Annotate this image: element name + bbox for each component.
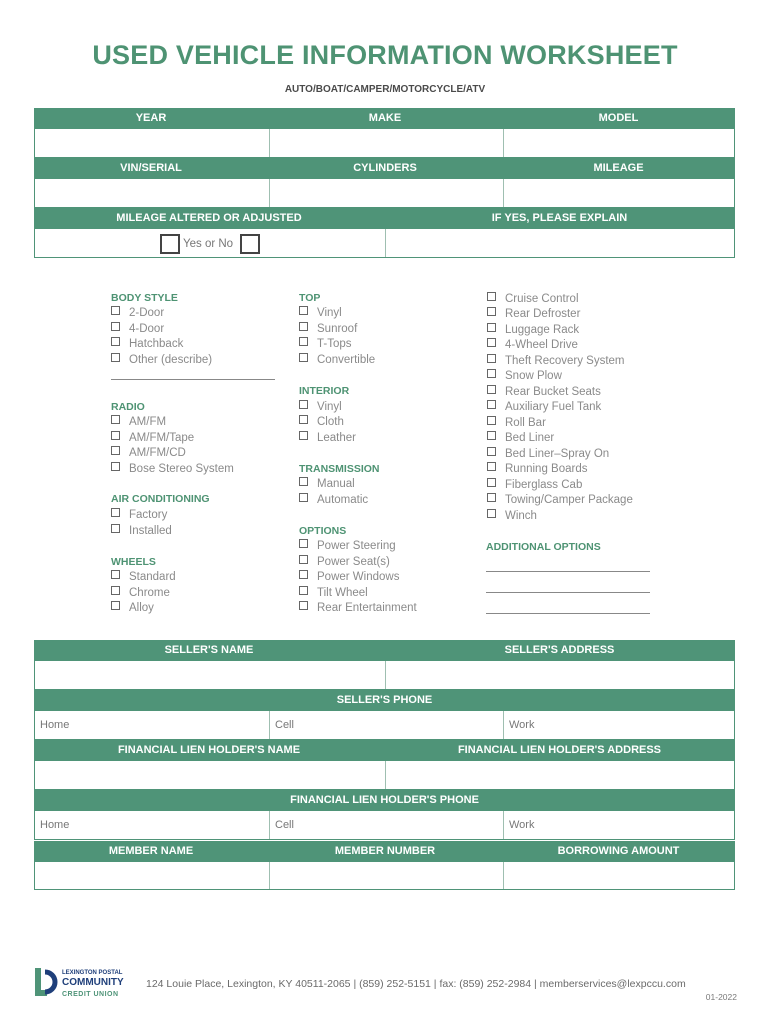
seller-cell-phone-field[interactable]	[269, 711, 503, 739]
home-label: Home	[40, 819, 70, 831]
option-ac-factory[interactable]: Factory	[111, 508, 167, 521]
option-roll-bar[interactable]: Roll Bar	[487, 416, 546, 429]
header-bar-mileage-altered	[34, 208, 735, 229]
option-rear-bucket-seats[interactable]: Rear Bucket Seats	[487, 385, 601, 398]
lien-address-header: FINANCIAL LIEN HOLDER'S ADDRESS	[457, 744, 662, 756]
work-label: Work	[509, 719, 535, 731]
lien-phone-row	[34, 811, 735, 840]
make-header: MAKE	[368, 112, 402, 124]
make-field[interactable]	[269, 129, 503, 157]
option-ac-installed[interactable]: Installed	[111, 524, 172, 537]
header-bar-vin	[34, 158, 735, 179]
seller-work-phone-field[interactable]	[503, 711, 736, 739]
option-wheels-chrome[interactable]: Chrome	[111, 586, 170, 599]
option-cruise-control[interactable]: Cruise Control	[487, 292, 579, 305]
option-am-fm-tape[interactable]: AM/FM/Tape	[111, 431, 194, 444]
option-am-fm-cd[interactable]: AM/FM/CD	[111, 446, 186, 459]
option-auxiliary-fuel-tank[interactable]: Auxiliary Fuel Tank	[487, 400, 601, 413]
member-row	[34, 862, 735, 890]
option-automatic[interactable]: Automatic	[299, 493, 368, 506]
lien-name-field[interactable]	[35, 761, 385, 789]
yes-checkbox[interactable]	[160, 234, 180, 254]
seller-address-field[interactable]	[385, 661, 736, 689]
header-bar-lien-phone	[34, 790, 735, 811]
model-field[interactable]	[503, 129, 736, 157]
header-bar-seller	[34, 640, 735, 661]
option-4-door[interactable]: 4-Door	[111, 322, 164, 335]
borrowing-amount-field[interactable]	[503, 862, 736, 889]
air-conditioning-title: AIR CONDITIONING	[111, 493, 210, 505]
option-4-wheel-drive[interactable]: 4-Wheel Drive	[487, 338, 578, 351]
seller-phone-header: SELLER'S PHONE	[336, 694, 433, 706]
seller-phone-row	[34, 711, 735, 740]
lien-cell-phone-field[interactable]	[269, 811, 503, 839]
footer-contact: 124 Louie Place, Lexington, KY 40511-2065 | (859) 252-5151 | fax: (859) 252-2984 | memberservices@lexpccu.com	[146, 978, 686, 990]
lien-work-phone-field[interactable]	[503, 811, 736, 839]
options-title: OPTIONS	[299, 525, 347, 537]
vin-header: VIN/SERIAL	[120, 162, 182, 174]
option-power-seats[interactable]: Power Seat(s)	[299, 555, 390, 568]
lien-address-field[interactable]	[385, 761, 736, 789]
borrowing-amount-header: BORROWING AMOUNT	[557, 845, 680, 857]
option-t-tops[interactable]: T-Tops	[299, 337, 352, 350]
vehicle-row-1	[34, 129, 735, 158]
seller-home-phone-field[interactable]	[35, 711, 269, 739]
additional-option-line-3[interactable]	[486, 613, 650, 614]
option-manual[interactable]: Manual	[299, 477, 355, 490]
body-style-title: BODY STYLE	[111, 292, 178, 304]
option-convertible[interactable]: Convertible	[299, 353, 375, 366]
option-rear-defroster[interactable]: Rear Defroster	[487, 307, 580, 320]
option-bose[interactable]: Bose Stereo System	[111, 462, 234, 475]
member-number-header: MEMBER NUMBER	[334, 845, 436, 857]
option-interior-vinyl[interactable]: Vinyl	[299, 400, 342, 413]
top-title: TOP	[299, 292, 321, 304]
option-wheels-alloy[interactable]: Alloy	[111, 601, 154, 614]
credit-union-logo-icon	[33, 966, 61, 1000]
vehicle-row-2	[34, 179, 735, 208]
option-power-steering[interactable]: Power Steering	[299, 539, 396, 552]
lien-name-header: FINANCIAL LIEN HOLDER'S NAME	[117, 744, 301, 756]
revision-date: 01-2022	[705, 992, 737, 1002]
work-label: Work	[509, 819, 535, 831]
option-2-door[interactable]: 2-Door	[111, 306, 164, 319]
logo-line-3: CREDIT UNION	[62, 991, 119, 998]
logo-line-1: LEXINGTON POSTAL	[62, 970, 123, 976]
other-describe-line[interactable]	[111, 379, 275, 380]
year-field[interactable]	[35, 129, 269, 157]
option-top-vinyl[interactable]: Vinyl	[299, 306, 342, 319]
mileage-altered-header: MILEAGE ALTERED OR ADJUSTED	[116, 212, 302, 224]
member-name-header: MEMBER NAME	[108, 845, 194, 857]
option-other-describe[interactable]: Other (describe)	[111, 353, 212, 366]
header-bar-lien	[34, 740, 735, 761]
option-leather[interactable]: Leather	[299, 431, 356, 444]
option-theft-recovery[interactable]: Theft Recovery System	[487, 354, 625, 367]
wheels-title: WHEELS	[111, 556, 156, 568]
no-checkbox[interactable]	[240, 234, 260, 254]
transmission-title: TRANSMISSION	[299, 463, 380, 475]
seller-address-header: SELLER'S ADDRESS	[504, 644, 615, 656]
option-snow-plow[interactable]: Snow Plow	[487, 369, 562, 382]
option-power-windows[interactable]: Power Windows	[299, 570, 399, 583]
lien-row	[34, 761, 735, 790]
option-running-boards[interactable]: Running Boards	[487, 462, 587, 475]
header-bar-vehicle	[34, 108, 735, 129]
cylinders-header: CYLINDERS	[353, 162, 417, 174]
option-towing-package[interactable]: Towing/Camper Package	[487, 493, 633, 506]
cylinders-field[interactable]	[269, 179, 503, 207]
logo-line-2: COMMUNITY	[62, 977, 124, 988]
cell-label: Cell	[275, 719, 294, 731]
interior-title: INTERIOR	[299, 385, 350, 397]
vin-field[interactable]	[35, 179, 269, 207]
option-am-fm[interactable]: AM/FM	[111, 415, 166, 428]
option-winch[interactable]: Winch	[487, 509, 537, 522]
yes-no-label: Yes or No	[183, 238, 234, 250]
member-name-field[interactable]	[35, 862, 269, 889]
option-bed-liner-spray[interactable]: Bed Liner–Spray On	[487, 447, 609, 460]
option-cloth[interactable]: Cloth	[299, 415, 344, 428]
additional-option-line-1[interactable]	[486, 571, 650, 572]
seller-name-field[interactable]	[35, 661, 385, 689]
lien-home-phone-field[interactable]	[35, 811, 269, 839]
option-tilt-wheel[interactable]: Tilt Wheel	[299, 586, 368, 599]
vehicle-row-3	[34, 229, 735, 258]
home-label: Home	[40, 719, 70, 731]
seller-row	[34, 661, 735, 690]
model-header: MODEL	[598, 112, 639, 124]
additional-option-line-2[interactable]	[486, 592, 650, 593]
option-sunroof[interactable]: Sunroof	[299, 322, 357, 335]
year-header: YEAR	[135, 112, 167, 124]
option-rear-entertainment[interactable]: Rear Entertainment	[299, 601, 417, 614]
additional-options-title: ADDITIONAL OPTIONS	[486, 541, 601, 553]
mileage-field[interactable]	[503, 179, 736, 207]
explain-field[interactable]	[385, 229, 736, 257]
header-bar-seller-phone	[34, 690, 735, 711]
seller-name-header: SELLER'S NAME	[164, 644, 254, 656]
explain-header: IF YES, PLEASE EXPLAIN	[491, 212, 628, 224]
page-title: USED VEHICLE INFORMATION WORKSHEET	[92, 40, 678, 70]
header-bar-member	[34, 841, 735, 862]
option-fiberglass-cab[interactable]: Fiberglass Cab	[487, 478, 582, 491]
mileage-header: MILEAGE	[593, 162, 644, 174]
page-subtitle: AUTO/BOAT/CAMPER/MOTORCYCLE/ATV	[284, 84, 486, 95]
radio-title: RADIO	[111, 401, 145, 413]
option-luggage-rack[interactable]: Luggage Rack	[487, 323, 579, 336]
lien-phone-header: FINANCIAL LIEN HOLDER'S PHONE	[290, 794, 479, 806]
cell-label: Cell	[275, 819, 294, 831]
option-wheels-standard[interactable]: Standard	[111, 570, 176, 583]
option-hatchback[interactable]: Hatchback	[111, 337, 183, 350]
option-bed-liner[interactable]: Bed Liner	[487, 431, 554, 444]
member-number-field[interactable]	[269, 862, 503, 889]
